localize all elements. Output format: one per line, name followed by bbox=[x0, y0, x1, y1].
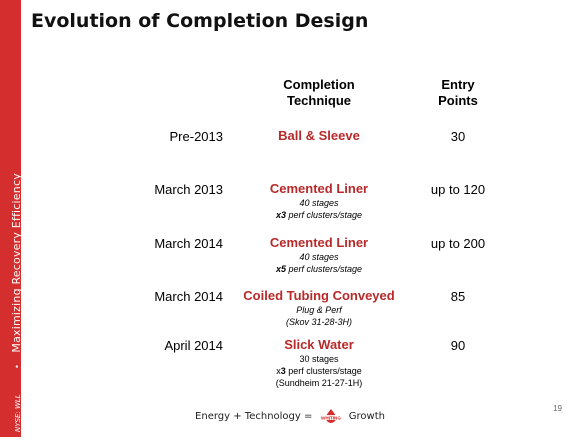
row-entry-points: 85 bbox=[450, 289, 466, 304]
header-entry-points bbox=[408, 77, 508, 109]
sidebar-bullet: • bbox=[13, 364, 22, 369]
row-technique bbox=[219, 336, 419, 389]
row-entry-points: 30 bbox=[450, 129, 466, 144]
row-date: March 2013 bbox=[154, 182, 223, 197]
technique-detail: 40 stages bbox=[299, 198, 339, 208]
technique-detail: Plug & Perf bbox=[296, 305, 342, 315]
sidebar-band bbox=[0, 0, 21, 437]
technique-detail: x5 perf clusters/stage bbox=[275, 264, 363, 274]
sidebar-ticker: NYSE: WLL bbox=[14, 394, 22, 432]
slide-title: Evolution of Completion Design bbox=[31, 10, 369, 32]
header-technique-line-2: Technique bbox=[286, 93, 352, 108]
row-date: Pre-2013 bbox=[169, 129, 223, 144]
header-technique-line-1: Completion bbox=[283, 77, 355, 92]
technique-name: Cemented Liner bbox=[269, 235, 369, 250]
technique-detail: (Skov 31-28-3H) bbox=[285, 317, 353, 327]
row-technique bbox=[219, 180, 419, 221]
technique-detail: 40 stages bbox=[299, 252, 339, 262]
row-technique bbox=[219, 234, 419, 275]
sidebar-tagline-text: Maximizing Recovery Efficiency bbox=[10, 173, 23, 353]
technique-detail: x3 perf clusters/stage bbox=[275, 210, 363, 220]
row-technique bbox=[219, 127, 419, 144]
row-date: March 2014 bbox=[154, 236, 223, 251]
row-entry-points: up to 120 bbox=[430, 182, 486, 197]
sidebar-tagline bbox=[10, 173, 23, 432]
header-entry-line-2: Points bbox=[438, 93, 478, 108]
logo-wordmark: WHITING bbox=[320, 415, 341, 421]
footer-left-text: Energy + Technology = bbox=[195, 411, 313, 422]
page-number: 19 bbox=[553, 404, 562, 413]
footer-right-text: Growth bbox=[348, 411, 385, 422]
whiting-logo-icon bbox=[318, 409, 344, 423]
technique-detail: 30 stages bbox=[299, 354, 339, 364]
row-date: March 2014 bbox=[154, 289, 223, 304]
row-entry-points: up to 200 bbox=[430, 236, 486, 251]
technique-detail: x3 perf clusters/stage bbox=[276, 366, 362, 376]
technique-name: Slick Water bbox=[284, 337, 354, 352]
technique-name: Ball & Sleeve bbox=[278, 128, 360, 143]
row-technique bbox=[219, 287, 419, 328]
technique-name: Cemented Liner bbox=[269, 181, 369, 196]
footer-tagline bbox=[0, 409, 580, 423]
technique-name: Coiled Tubing Conveyed bbox=[243, 288, 395, 303]
row-entry-points: 90 bbox=[450, 338, 466, 353]
header-entry-line-1: Entry bbox=[441, 77, 475, 92]
header-completion-technique bbox=[244, 77, 394, 109]
row-date: April 2014 bbox=[164, 338, 223, 353]
technique-detail: (Sundheim 21-27-1H) bbox=[275, 378, 363, 388]
